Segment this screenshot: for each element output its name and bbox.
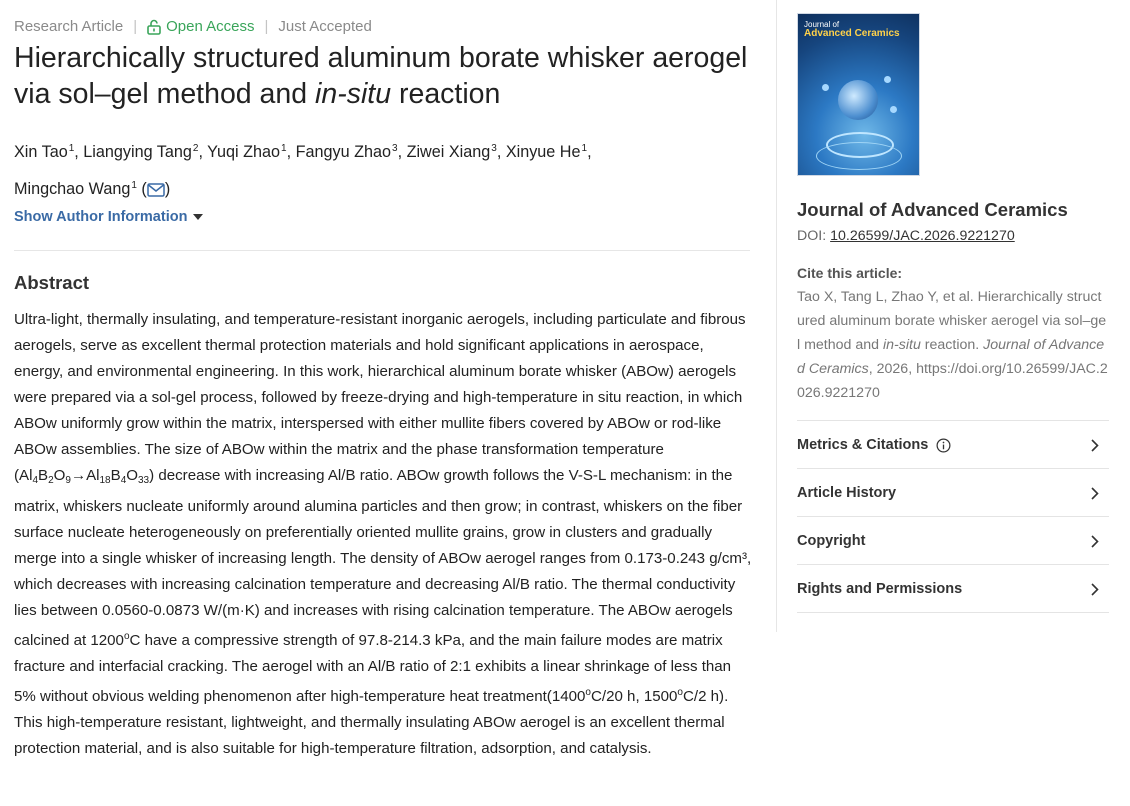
title-text: Hierarchically structured aluminum borate whisker aerogel via sol–gel method and [14,42,748,110]
title-italic: in-situ [315,78,392,110]
article-title [14,40,750,112]
author-list: Xin Tao$^1$, Liangying Tang$^2$, Yuqi Zhao$^1$, Fangyu Zhao$^3$, Ziwei Xiang$^3$, Xinyue He$^1$, Mingchao Wang$^1$ ( ) [14,143,592,198]
author-link[interactable]: Xinyue He$^1$ [505,143,588,161]
show-author-information-toggle[interactable] [14,209,203,225]
section-label: Article History [797,485,897,501]
unlock-icon [147,19,161,35]
article-history-section[interactable] [797,468,1109,517]
copyright-section[interactable] [797,516,1109,565]
author-link[interactable]: Mingchao Wang$^1$ [14,180,137,198]
rights-permissions-section[interactable] [797,564,1109,613]
section-label: Copyright [797,533,866,549]
meta-separator: | [133,18,138,35]
section-label: Rights and Permissions [797,581,963,597]
author-link[interactable]: Ziwei Xiang$^3$ [406,143,497,161]
info-icon[interactable] [936,438,951,453]
author-link[interactable]: Liangying Tang$^2$ [83,143,199,161]
caret-down-icon [193,214,203,220]
abstract-heading: Abstract [14,272,90,293]
author-link[interactable]: Fangyu Zhao$^3$ [295,143,398,161]
journal-name: Journal of Advanced Ceramics [797,199,1068,220]
cover-orb [838,80,878,120]
cover-dot [890,106,897,113]
cite-heading: Cite this article: [797,265,903,281]
section-label: Metrics & Citations [797,437,929,453]
author-link[interactable]: Xin Tao$^1$ [14,143,75,161]
cover-dot [822,84,829,91]
doi-label: DOI: [797,228,827,244]
doi-row [797,228,1015,244]
article-status: Just Accepted [278,18,372,35]
chevron-right-icon [1091,535,1099,548]
citation-text: Tao X, Tang L, Zhao Y, et al. Hierarchically structured aluminum borate whisker aerogel via sol–gel method and in-situ reaction. Journal of Advanced Ceramics, 2026, https://doi.org/10.26599/JAC.2026.9221270 [797,289,1108,401]
metrics-citations-section[interactable] [797,420,1109,469]
cover-dot [884,76,891,83]
chevron-right-icon [1091,583,1099,596]
divider [797,612,1109,613]
article-meta-row [14,18,372,35]
doi-link[interactable]: 10.26599/JAC.2026.9221270 [830,228,1015,244]
chevron-right-icon [1091,439,1099,452]
divider [14,250,750,251]
open-access-badge [147,18,254,35]
show-author-label: Show Author Information [14,209,188,225]
column-separator [776,0,777,632]
article-type: Research Article [14,18,124,35]
abstract-text: Ultra-light, thermally insulating, and temperature-resistant inorganic aerogels, including particulate and fibrous aerogels, serve as excellent thermal protection materials and hold significant applications in aerospace, energy, and environmental engineering. In this work, hierarchical aluminum borate whisker (ABOw) aerogels were prepared via a sol-gel process, followed by freeze-drying and high-temperature in situ reaction, in which ABOw uniformly grow within the matrix, interspersed with either mullite fibers covered by ABOw or rod-like ABOw assemblies. The size of ABOw within the matrix and the phase transformation temperature $(Al_4B_2O_9\to Al_{18}B_4O_{33})$ decrease with increasing Al/B ratio. ABOw growth follows the V-S-L mechanism: in the matrix, whiskers nucleate uniformly around alumina particles and then grow; in contrast, whiskers on the fiber surface nucleate heterogeneously on preferentially oriented mullite grains, grow in clusters and gradually merge into a single whisker of increasing length. The density of ABOw aerogel ranges from 0.173-0.243 g/cm³, which decreases with increasing calcination temperature and decreasing Al/B ratio. The thermal conductivity lies between 0.0560-0.0873 W/(m·K) and increases with rising calcination temperature. The ABOw aerogels calcined at 1200$^o$C have a compressive strength of 97.8-214.3 kPa, and the main failure modes are matrix fracture and interfacial cracking. The aerogel with an Al/B ratio of 2:1 exhibits a linear shrinkage of less than 5% without obvious welding phenomenon after high-temperature heat treatment(1400$^o$C/20 h, 1500$^o$C/2 h). This high-temperature resistant, lightweight, and thermally insulating ABOw aerogel is an excellent thermal protection material, and is also suitable for high-temperature filtration, adsorption, and catalysis. [14,311,752,757]
cover-ring [816,142,902,170]
chevron-right-icon [1091,487,1099,500]
journal-cover-image[interactable] [797,13,920,176]
envelope-icon[interactable] [147,183,165,197]
cover-title: Journal of Advanced Ceramics [804,20,900,39]
author-link[interactable]: Yuqi Zhao$^1$ [207,143,287,161]
title-text-end: reaction [391,78,501,110]
meta-separator: | [264,18,269,35]
open-access-label: Open Access [166,18,255,35]
